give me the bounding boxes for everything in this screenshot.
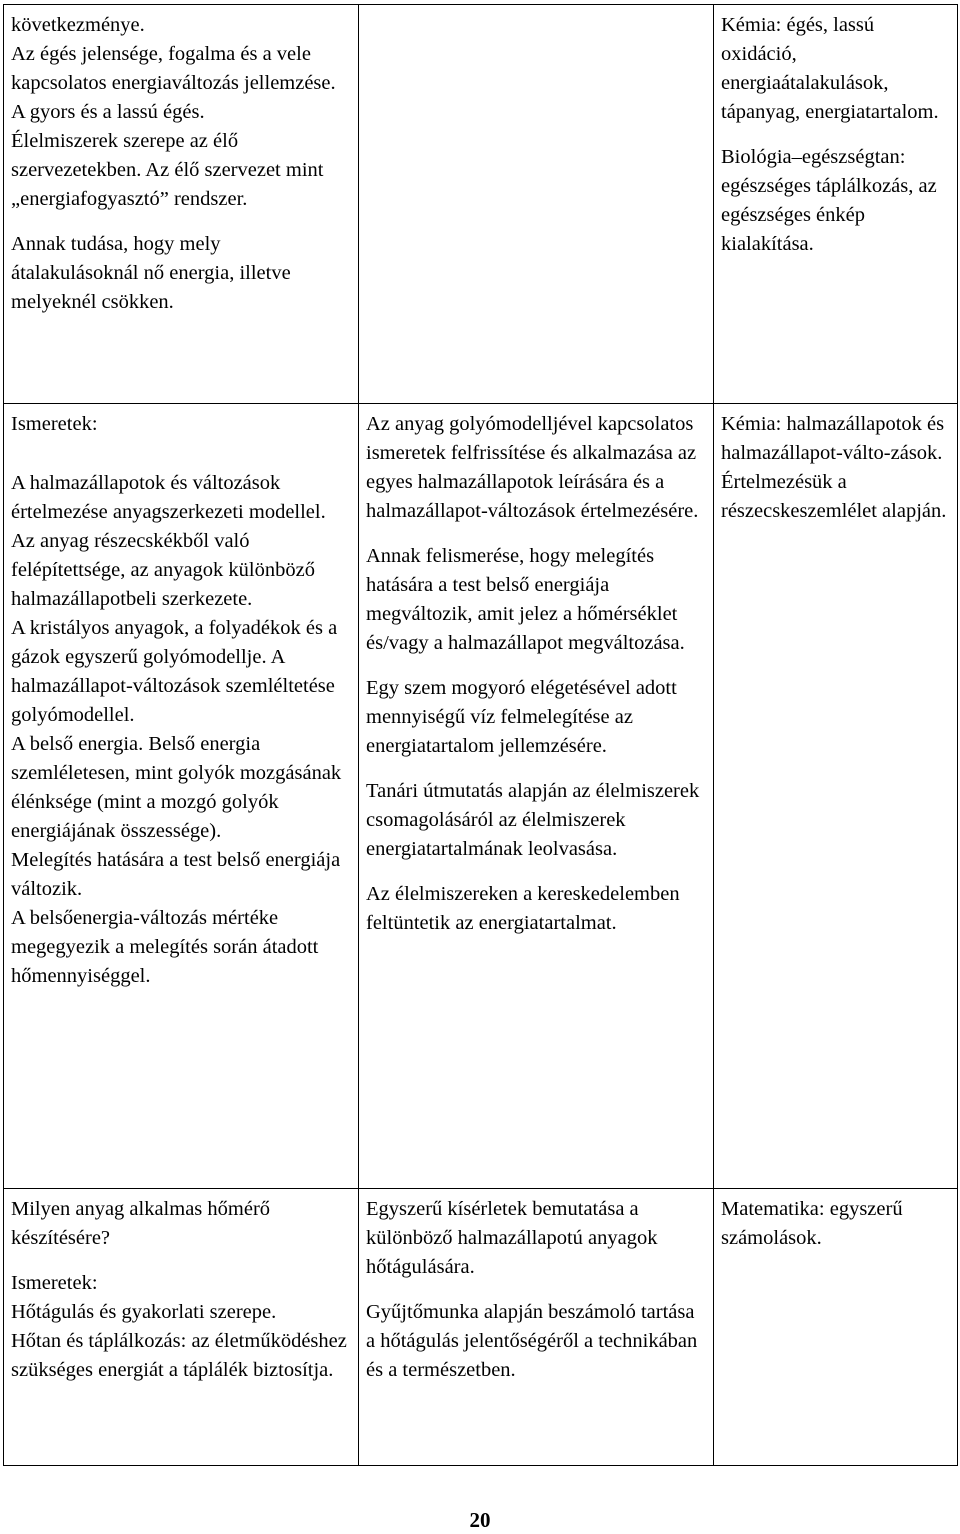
cell-connections	[714, 5, 958, 404]
paragraph: következménye. Az égés jelensége, fogalma és a vele kapcsolatos energiaváltozás jellemzése. A gyors és a lassú égés. Élelmiszerek szerepe az élő szervezetekben. Az élő szervezet mint „energiafogyasztó” rendszer.	[11, 14, 336, 210]
cell-topics	[4, 5, 359, 404]
paragraph: Az anyag golyómodelljével kapcsolatos ismeretek felfrissítése és alkalmazása az egyes halmazállapotok leírására és a halmazállapot-változások értelmezésére.	[366, 413, 699, 522]
table-row	[4, 1189, 958, 1466]
cell-topics	[4, 1189, 359, 1466]
paragraph: Egy szem mogyoró elégetésével adott mennyiségű víz felmelegítése az energiatartalom jellemzésére.	[366, 677, 677, 757]
cell-activities	[359, 404, 714, 1189]
cell-connections	[714, 404, 958, 1189]
cell-connections	[714, 1189, 958, 1466]
cell-activities	[359, 5, 714, 404]
page-number: 20	[469, 1508, 491, 1532]
paragraph: A halmazállapotok és változások értelmezése anyagszerkezeti modellel. Az anyag részecskékből való felépítettsége, az anyagok különböző halmazállapotbeli szerkezete. A kristályos anyagok, a folyadékok és a gázok egyszerű golyómodellje. A halmazállapot-változások szemléltetése golyómodellel. A belső energia. Belső energia szemléletesen, mint golyók mozgásának élénksége (mint a mozgó golyók energiájának összessége). Melegítés hatására a test belső energiája változik. A belsőenergia-változás mértéke megegyezik a melegítés során átadott hőmennyiséggel.	[11, 472, 342, 987]
paragraph: Matematika: egyszerű számolások.	[721, 1198, 903, 1249]
paragraph: Ismeretek: Hőtágulás és gyakorlati szerepe. Hőtan és táplálkozás: az életműködéshez szükséges energiát a táplálék biztosítja.	[11, 1272, 347, 1381]
cell-activities	[359, 1189, 714, 1466]
paragraph: Tanári útmutatás alapján az élelmiszerek csomagolásáról az élelmiszerek energiatartalmának leolvasása.	[366, 780, 700, 860]
paragraph: Annak felismerése, hogy melegítés hatására a test belső energiája megváltozik, amit jelez a hőmérséklet és/vagy a halmazállapot megváltozása.	[366, 545, 685, 654]
cell-topics	[4, 404, 359, 1189]
paragraph: Gyűjtőmunka alapján beszámoló tartása a hőtágulás jelentőségéről a technikában és a természetben.	[366, 1301, 698, 1381]
paragraph: Az élelmiszereken a kereskedelemben feltüntetik az energiatartalmat.	[366, 883, 680, 934]
question: Milyen anyag alkalmas hőmérő készítésére?	[11, 1198, 271, 1249]
paragraph: Kémia: halmazállapotok és halmazállapot-válto-zások. Értelmezésük a részecskeszemlélet alapján.	[721, 413, 947, 522]
paragraph: Kémia: égés, lassú oxidáció, energiaátalakulások, tápanyag, energiatartalom.	[721, 14, 939, 123]
paragraph: Biológia–egészségtan: egészséges táplálkozás, az egészséges énkép kialakítása.	[721, 146, 937, 255]
paragraph: Annak tudása, hogy mely átalakulásoknál nő energia, illetve melyeknél csökken.	[11, 233, 291, 313]
curriculum-table	[3, 4, 958, 1466]
table-row	[4, 5, 958, 404]
paragraph: Egyszerű kísérletek bemutatása a különböző halmazállapotú anyagok hőtágulására.	[366, 1198, 658, 1278]
table-row	[4, 404, 958, 1189]
section-label: Ismeretek:	[11, 413, 98, 435]
